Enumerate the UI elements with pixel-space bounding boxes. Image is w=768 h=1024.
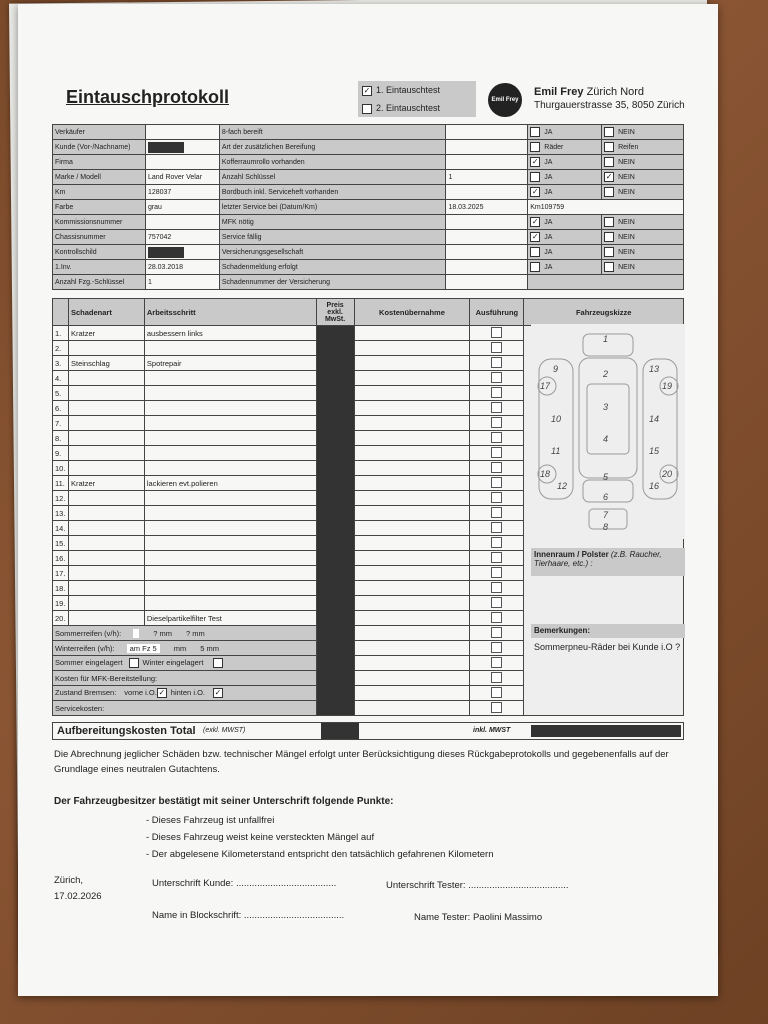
check-value[interactable] [446,140,528,155]
check-label: Kofferraumrollo vorhanden [219,155,446,170]
work-step[interactable]: ausbessern links [144,326,316,341]
option-checkbox[interactable] [530,142,540,152]
redacted-value [148,142,184,153]
row-number: 14. [53,521,69,536]
check-label: Service fällig [219,230,446,245]
execution-checkbox[interactable] [491,492,502,503]
cost-coverage[interactable] [354,581,470,596]
check-value[interactable]: 18.03.2025 [446,200,528,215]
execution-checkbox-cell[interactable] [470,686,524,701]
check-label: 8-fach bereift [219,125,446,140]
test-2-checkbox[interactable] [362,104,372,114]
tire-value[interactable] [133,629,139,638]
cost-coverage[interactable] [354,416,470,431]
interior-section [531,548,685,576]
damage-type[interactable] [68,536,144,551]
info-row [53,200,684,215]
summer-stored-checkbox[interactable] [129,658,139,668]
execution-checkbox-cell[interactable] [470,581,524,596]
disclaimer: Die Abrechnung jeglicher Schäden bzw. technischer Mängel erfolgt unter Berücksichtigung dieses Rückgabeprotokolls und gegebenenfalls auf der Grundlage eines neutralen Gutachtens. [54,749,669,775]
execution-checkbox-cell[interactable] [470,401,524,416]
cost-coverage[interactable] [354,671,470,686]
total-label: Aufbereitungskosten Total [57,725,196,737]
damage-type[interactable] [68,371,144,386]
execution-checkbox-cell[interactable] [470,416,524,431]
dealer-name-bold: Emil Frey [534,86,584,98]
date: 17.02.2026 [54,891,102,902]
header-kostenuebernahme: Kostenübernahme [354,299,470,326]
place-date [54,873,102,905]
dealer-address: Thurgauerstrasse 35, 8050 Zürich [534,100,685,111]
row-number: 16. [53,551,69,566]
execution-checkbox[interactable] [491,687,502,698]
work-step[interactable] [144,401,316,416]
cost-coverage[interactable] [354,626,470,641]
execution-checkbox-cell[interactable] [470,446,524,461]
row-number: 3. [53,356,69,371]
row-number: 15. [53,536,69,551]
option-checkbox[interactable]: ✓ [531,232,539,241]
confirm-heading: Der Fahrzeugbesitzer bestätigt mit seiner Unterschrift folgende Punkte: [54,796,394,807]
confirm-point: - Dieses Fahrzeug ist unfallfrei [146,815,275,826]
work-step[interactable]: Spotrepair [144,356,316,371]
confirm-points [146,812,493,863]
execution-checkbox[interactable] [491,672,502,683]
work-step[interactable] [144,491,316,506]
price-redacted [316,326,354,716]
field-label: Chassisnummer [53,230,146,245]
option-checkbox[interactable] [604,232,614,242]
redacted-value [148,247,184,258]
work-step[interactable] [144,506,316,521]
place: Zürich, [54,875,84,886]
work-step[interactable] [144,431,316,446]
field-value[interactable]: 128037 [145,185,219,200]
option-checkbox[interactable] [604,247,614,257]
field-value[interactable] [145,140,219,155]
info-row [53,125,684,140]
cost-coverage[interactable] [354,491,470,506]
option-checkbox[interactable] [604,157,614,167]
cost-coverage[interactable] [354,326,470,341]
option-checkbox[interactable] [604,217,614,227]
field-value[interactable]: Land Rover Velar [145,170,219,185]
test-selection [358,81,476,117]
tester-name: Name Tester: Paolini Massimo [414,912,543,923]
execution-checkbox[interactable] [491,522,502,533]
check-label: Bordbuch inkl. Serviceheft vorhanden [219,185,446,200]
damage-type[interactable] [68,551,144,566]
field-label: Kunde (Vor-/Nachname) [53,140,146,155]
extra-row-content[interactable]: Sommer eingelagert Winter eingelagert [53,656,317,671]
damage-type[interactable] [68,596,144,611]
total-inkl-redacted [531,725,681,737]
check-option-2[interactable]: NEIN [602,155,684,170]
execution-checkbox[interactable] [491,357,502,368]
execution-checkbox-cell[interactable] [470,701,524,716]
winter-stored-checkbox[interactable] [213,658,223,668]
brakes-front-checkbox[interactable]: ✓ [158,688,166,697]
info-row [53,215,684,230]
execution-checkbox[interactable] [491,702,502,713]
execution-checkbox-cell[interactable] [470,371,524,386]
info-row [53,140,684,155]
field-label: Farbe [53,200,146,215]
check-option-1[interactable]: JA [528,260,602,275]
execution-checkbox-cell[interactable] [470,506,524,521]
work-step[interactable] [144,551,316,566]
work-step[interactable] [144,596,316,611]
vehicle-sketch: 1 2 3 4 5 6 7 8 9 10 11 12 13 14 15 16 17 18 19 20 [531,324,685,539]
execution-checkbox-cell[interactable] [470,626,524,641]
check-option-1[interactable]: JA [528,170,602,185]
row-number: 20. [53,611,69,626]
field-label: Kontrollschild [53,245,146,260]
damage-type[interactable]: Steinschlag [68,356,144,371]
check-option-2[interactable]: NEIN [602,185,684,200]
execution-checkbox-cell[interactable] [470,641,524,656]
option-checkbox[interactable] [604,187,614,197]
execution-checkbox[interactable] [491,612,502,623]
work-step[interactable] [144,386,316,401]
row-number: 9. [53,446,69,461]
header-preis: Preis exkl. MwSt. [316,299,354,326]
remarks-text[interactable]: Sommerpneu-Räder bei Kunde i.O ? [534,642,681,652]
option-checkbox[interactable]: ✓ [531,157,539,166]
remarks-label: Bemerkungen: [531,624,685,638]
field-value[interactable] [145,215,219,230]
confirm-point: - Der abgelesene Kilometerstand entspricht den tatsächlich gefahrenen Kilometern [146,849,494,860]
damage-type[interactable] [68,446,144,461]
check-option-1[interactable]: Räder [528,140,602,155]
interior-hint: (z.B. Raucher, Tierhaare, etc.) : [534,550,662,568]
check-option-2[interactable]: NEIN [602,245,684,260]
info-row [53,260,684,275]
check-value[interactable] [446,260,528,275]
execution-checkbox-cell[interactable] [470,326,524,341]
work-step[interactable] [144,371,316,386]
field-label: Anzahl Fzg.-Schlüssel [53,275,146,290]
execution-checkbox[interactable] [491,402,502,413]
execution-checkbox-cell[interactable] [470,341,524,356]
brakes-rear-checkbox[interactable]: ✓ [214,688,222,697]
check-value[interactable] [446,125,528,140]
work-step[interactable] [144,521,316,536]
field-value[interactable]: 757042 [145,230,219,245]
option-checkbox[interactable]: ✓ [531,187,539,196]
work-step[interactable] [144,341,316,356]
execution-checkbox[interactable] [491,582,502,593]
extra-row-content[interactable]: Kosten für MFK-Bereitstellung: [53,671,317,686]
extra-row-content[interactable]: Zustand Bremsen: vorne i.O. ✓ hinten i.O. ✓ [53,686,317,701]
execution-checkbox-cell[interactable] [470,431,524,446]
check-empty [528,275,684,290]
cost-coverage[interactable] [354,461,470,476]
total-note: (exkl. MWST) [203,727,246,734]
tire-depth[interactable]: ? mm [186,628,205,638]
damage-type[interactable] [68,461,144,476]
interior-label: Innenraum / Polster [534,550,609,559]
row-number: 13. [53,506,69,521]
field-label: Kommissionsnummer [53,215,146,230]
damage-type[interactable] [68,581,144,596]
tire-depth[interactable]: 5 mm [200,643,219,653]
row-number: 10. [53,461,69,476]
check-label: Anzahl Schlüssel [219,170,446,185]
info-row [53,230,684,245]
execution-checkbox[interactable] [491,342,502,353]
check-label: letzter Service bei (Datum/Km) [219,200,446,215]
check-option-2[interactable]: NEIN [602,215,684,230]
damage-type[interactable] [68,431,144,446]
damage-type[interactable]: Kratzer [68,476,144,491]
execution-checkbox-cell[interactable] [470,386,524,401]
check-option-2[interactable]: NEIN [602,125,684,140]
check-option-1[interactable]: JA [528,125,602,140]
execution-checkbox[interactable] [491,642,502,653]
protocol-sheet [18,4,718,996]
car-diagram-icon [531,324,685,539]
check-value[interactable] [446,275,528,290]
row-number: 5. [53,386,69,401]
block-name[interactable]: Name in Blockschrift: ...................................... [152,910,345,921]
option-checkbox[interactable]: ✓ [605,172,613,181]
execution-checkbox[interactable] [491,537,502,548]
damage-type[interactable] [68,491,144,506]
cost-coverage[interactable] [354,506,470,521]
damage-type[interactable] [68,416,144,431]
work-step[interactable] [144,536,316,551]
execution-checkbox-cell[interactable] [470,536,524,551]
cost-coverage[interactable] [354,371,470,386]
check-label: MFK nötig [219,215,446,230]
execution-checkbox-cell[interactable] [470,356,524,371]
check-extra[interactable]: Km109759 [528,200,684,215]
execution-checkbox[interactable] [491,627,502,638]
option-checkbox[interactable] [530,172,540,182]
cost-coverage[interactable] [354,566,470,581]
execution-checkbox-cell[interactable] [470,476,524,491]
damage-type[interactable] [68,521,144,536]
cost-coverage[interactable] [354,701,470,716]
work-step[interactable] [144,581,316,596]
cost-coverage[interactable] [354,521,470,536]
test-1-checkbox[interactable]: ✓ [363,85,371,95]
execution-checkbox[interactable] [491,327,502,338]
execution-checkbox[interactable] [491,372,502,383]
damage-type[interactable]: Kratzer [68,326,144,341]
check-value[interactable] [446,230,528,245]
execution-checkbox-cell[interactable] [470,521,524,536]
option-checkbox[interactable] [530,262,540,272]
work-step[interactable] [144,416,316,431]
check-value[interactable] [446,155,528,170]
cost-coverage[interactable] [354,611,470,626]
row-number: 19. [53,596,69,611]
field-label: Marke / Modell [53,170,146,185]
execution-checkbox[interactable] [491,432,502,443]
damage-type[interactable] [68,566,144,581]
check-value[interactable] [446,215,528,230]
dealer-info [534,86,685,111]
execution-checkbox[interactable] [491,477,502,488]
work-step[interactable]: Dieselpartikelfilter Test [144,611,316,626]
execution-checkbox-cell[interactable] [470,461,524,476]
row-number: 6. [53,401,69,416]
total-row [52,722,684,740]
tire-depth[interactable]: mm [173,643,187,653]
info-row [53,170,684,185]
field-label: 1.Inv. [53,260,146,275]
damage-type[interactable] [68,341,144,356]
option-checkbox[interactable] [604,142,614,152]
vehicle-info-table [52,124,684,290]
damage-type[interactable] [68,611,144,626]
test-2[interactable]: 2. Eintauschtest [358,99,476,117]
execution-checkbox[interactable] [491,657,502,668]
extra-row-content[interactable]: Sommerreifen (v/h): ? mm ? mm [53,626,317,641]
work-step[interactable] [144,461,316,476]
field-value[interactable]: 28.03.2018 [145,260,219,275]
row-number: 11. [53,476,69,491]
check-option-1[interactable]: JA [528,245,602,260]
row-number: 1. [53,326,69,341]
field-value[interactable] [145,125,219,140]
check-label: Versicherungsgesellschaft [219,245,446,260]
cost-coverage[interactable] [354,536,470,551]
work-step[interactable]: lackieren evt.polieren [144,476,316,491]
extra-row-content[interactable]: Servicekosten: [53,701,317,716]
check-option-1[interactable]: ✓ JA [528,185,602,200]
tire-value[interactable]: am Fz 5 [127,644,160,653]
damage-type[interactable] [68,401,144,416]
cost-coverage[interactable] [354,356,470,371]
emil-frey-logo: Emil Frey [488,83,522,117]
check-option-2[interactable]: ✓ NEIN [602,170,684,185]
cost-coverage[interactable] [354,656,470,671]
total-inkl-label: inkl. MWST [473,727,511,734]
execution-checkbox-cell[interactable] [470,611,524,626]
check-option-2[interactable]: NEIN [602,230,684,245]
check-option-2[interactable]: NEIN [602,260,684,275]
option-checkbox[interactable] [530,127,540,137]
check-value[interactable] [446,185,528,200]
cost-coverage[interactable] [354,401,470,416]
info-row [53,155,684,170]
cost-coverage[interactable] [354,686,470,701]
cost-coverage[interactable] [354,446,470,461]
execution-checkbox[interactable] [491,552,502,563]
check-value[interactable] [446,245,528,260]
option-checkbox[interactable] [530,247,540,257]
check-option-2[interactable]: Reifen [602,140,684,155]
row-number: 7. [53,416,69,431]
field-value[interactable] [145,155,219,170]
execution-checkbox[interactable] [491,387,502,398]
row-number: 2. [53,341,69,356]
document-title: Eintauschprotokoll [66,87,230,107]
execution-checkbox[interactable] [491,507,502,518]
work-step[interactable] [144,446,316,461]
cost-coverage[interactable] [354,341,470,356]
check-label: Schadenmeldung erfolgt [219,260,446,275]
field-label: Verkäufer [53,125,146,140]
check-label: Schadennummer der Versicherung [219,275,446,290]
execution-checkbox[interactable] [491,597,502,608]
header-schadenart: Schadenart [68,299,144,326]
field-label: Km [53,185,146,200]
check-value[interactable]: 1 [446,170,528,185]
header-ausfuehrung: Ausführung [470,299,524,326]
check-option-1[interactable]: ✓ JA [528,215,602,230]
field-value[interactable]: 1 [145,275,219,290]
option-checkbox[interactable] [604,127,614,137]
tester-signature[interactable]: Unterschrift Tester: ...................................... [386,880,569,891]
check-option-1[interactable]: ✓ JA [528,155,602,170]
row-number: 18. [53,581,69,596]
field-label: Firma [53,155,146,170]
header-arbeitsschritt: Arbeitsschritt [144,299,316,326]
option-checkbox[interactable] [604,262,614,272]
execution-checkbox-cell[interactable] [470,656,524,671]
info-row [53,185,684,200]
row-number: 8. [53,431,69,446]
row-number: 4. [53,371,69,386]
option-checkbox[interactable]: ✓ [531,217,539,226]
check-option-1[interactable]: ✓ JA [528,230,602,245]
customer-signature[interactable]: Unterschrift Kunde: ...................................... [152,878,337,889]
damage-type[interactable] [68,506,144,521]
info-row [53,245,684,260]
cost-coverage[interactable] [354,596,470,611]
confirm-point: - Dieses Fahrzeug weist keine versteckten Mängel auf [146,832,375,843]
test-1[interactable]: ✓ 1. Eintauschtest [363,85,441,95]
execution-checkbox-cell[interactable] [470,491,524,506]
cost-coverage[interactable] [354,551,470,566]
row-number: 12. [53,491,69,506]
extra-row-content[interactable]: Winterreifen (v/h): am Fz 5 mm 5 mm [53,641,317,656]
field-value[interactable] [145,245,219,260]
work-step[interactable] [144,566,316,581]
field-value[interactable]: grau [145,200,219,215]
execution-checkbox[interactable] [491,567,502,578]
execution-checkbox[interactable] [491,462,502,473]
tire-depth[interactable]: ? mm [153,628,173,638]
info-row [53,275,684,290]
execution-checkbox-cell[interactable] [470,566,524,581]
execution-checkbox-cell[interactable] [470,671,524,686]
execution-checkbox[interactable] [491,417,502,428]
dealer-name-rest: Zürich Nord [583,86,645,98]
cost-coverage[interactable] [354,386,470,401]
row-number: 17. [53,566,69,581]
cost-coverage[interactable] [354,476,470,491]
damage-type[interactable] [68,386,144,401]
header-fahrzeugskizze: Fahrzeugskizze [524,299,684,326]
cost-coverage[interactable] [354,431,470,446]
execution-checkbox[interactable] [491,447,502,458]
execution-checkbox-cell[interactable] [470,596,524,611]
execution-checkbox-cell[interactable] [470,551,524,566]
check-label: Art der zusätzlichen Bereifung [219,140,446,155]
total-price-redacted [321,723,359,739]
cost-coverage[interactable] [354,641,470,656]
